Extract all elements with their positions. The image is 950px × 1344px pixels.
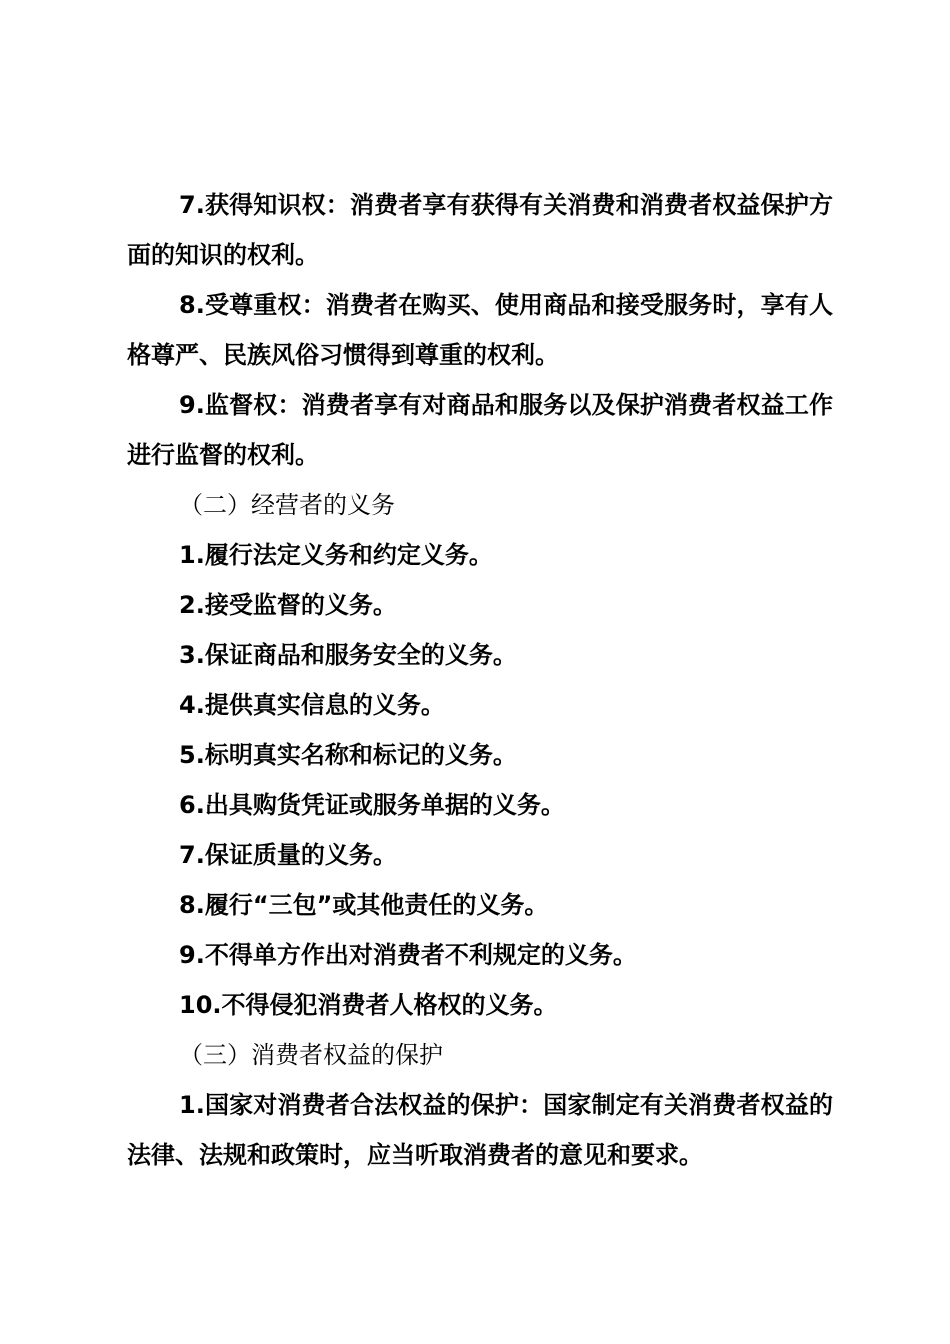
list-item-obligation-7: 7.保证质量的义务。 — [179, 841, 397, 869]
list-item-obligation-9: 9.不得单方作出对消费者不利规定的义务。 — [179, 941, 637, 969]
document-body — [127, 180, 833, 1180]
section-heading-operator-obligations: （二）经营者的义务 — [179, 491, 395, 519]
list-item-obligation-10: 10.不得侵犯消费者人格权的义务。 — [179, 991, 558, 1019]
list-item-obligation-5: 5.标明真实名称和标记的义务。 — [179, 741, 517, 769]
list-item-obligation-3: 3.保证商品和服务安全的义务。 — [179, 641, 517, 669]
paragraph-right-to-respect: 8.受尊重权：消费者在购买、使用商品和接受服务时，享有人格尊严、民族风俗习惯得到尊重的权利。 — [127, 291, 833, 369]
paragraph-right-to-knowledge: 7.获得知识权：消费者享有获得有关消费和消费者权益保护方面的知识的权利。 — [127, 191, 833, 269]
list-item-obligation-2: 2.接受监督的义务。 — [179, 591, 397, 619]
paragraph-state-protection: 1.国家对消费者合法权益的保护：国家制定有关消费者权益的法律、法规和政策时，应当听取消费者的意见和要求。 — [127, 1091, 833, 1169]
list-item-obligation-4: 4.提供真实信息的义务。 — [179, 691, 445, 719]
list-item-obligation-8: 8.履行“三包”或其他责任的义务。 — [179, 891, 549, 919]
paragraph-right-to-supervise: 9.监督权：消费者享有对商品和服务以及保护消费者权益工作进行监督的权利。 — [127, 391, 833, 469]
list-item-obligation-6: 6.出具购货凭证或服务单据的义务。 — [179, 791, 565, 819]
list-item-obligation-1: 1.履行法定义务和约定义务。 — [179, 541, 493, 569]
section-heading-consumer-protection: （三）消费者权益的保护 — [179, 1041, 443, 1069]
